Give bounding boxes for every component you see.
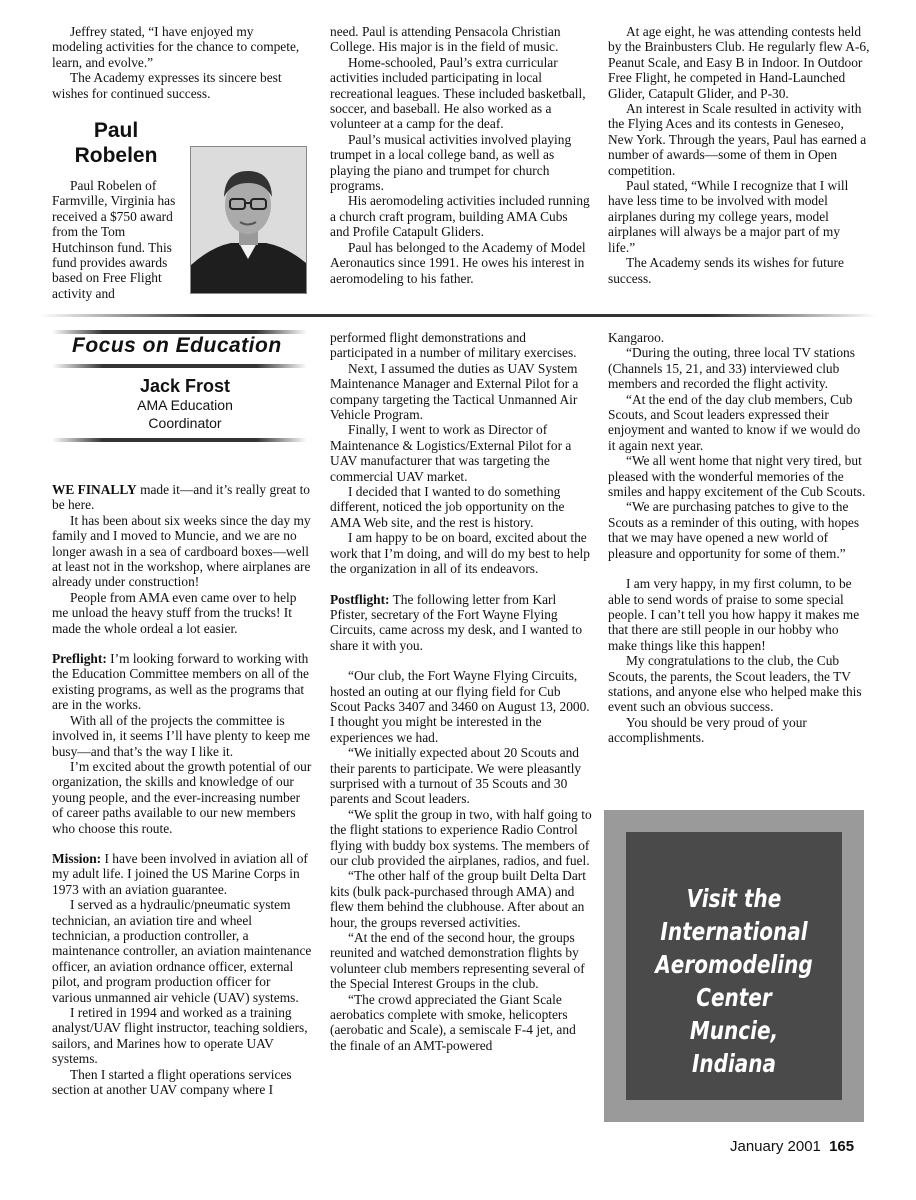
paragraph: Paul Robelen of Farmville, Virginia has received a $750 award from the Tom Hutchinson fund. This fund provides awards based on Free Flight activity and <box>52 178 176 301</box>
paragraph: “We split the group in two, with half going to the flight stations to experience Radio Control flying with buddy box systems. The members of our club provided the airplanes, radios, and fuel. <box>330 806 592 868</box>
education-col3 <box>608 330 870 746</box>
portrait-illustration <box>191 147 306 293</box>
paragraph: The Academy expresses its sincere best wishes for continued success. <box>52 70 282 101</box>
title-rule-bottom <box>52 364 307 368</box>
paragraph <box>52 651 312 713</box>
paragraph: “We all went home that night very tired, but pleased with the wonderful memories of the smiles and happy excitement of the Cub Scouts. <box>608 453 866 500</box>
paragraph <box>52 482 312 513</box>
education-col1 <box>52 482 312 1097</box>
section-divider <box>40 314 876 317</box>
author-block <box>110 376 260 432</box>
ad-text <box>648 882 821 1080</box>
ad-line: Muncie, Indiana <box>689 1016 779 1078</box>
paragraph: You should be very proud of your accomplishments. <box>608 714 807 746</box>
profile-name-heading <box>52 118 180 168</box>
paragraph: Then I started a flight operations services section at another UAV company where I <box>52 1066 292 1098</box>
paragraph: “Our club, the Fort Wayne Flying Circuits, hosted an outing at our flying field for Cub Scout Packs 3407 and 3460 on August 13, 2000. I thought you might be interested in the experiences we had. <box>330 668 590 745</box>
paragraph: need. Paul is attending Pensacola Christian College. His major is in the field of music. <box>330 24 561 55</box>
portrait-photo <box>190 146 307 294</box>
iac-advertisement <box>604 810 864 1122</box>
profile-name-last: Robelen <box>74 144 158 167</box>
section-text: I have been involved in aviation all of my adult life. I joined the US Marine Corps in 1973 with an aviation guarantee. <box>52 850 308 897</box>
paragraph: Home-schooled, Paul’s extra curricular activities included participating in local recreational leagues. These included basketball, soccer, and baseball. He also worked as a volunteer at a camp for the deaf. <box>330 54 586 132</box>
ad-line: Aeromodeling <box>655 950 813 979</box>
author-role-line1: AMA Education <box>137 397 233 413</box>
profile-col2 <box>330 24 590 286</box>
profile-col1-intro <box>52 24 304 101</box>
paragraph: “We are purchasing patches to give to the Scouts as a reminder of this outing, with hopes that we may have opened a new world of pleasure and opportunity for some of them.” <box>608 499 860 561</box>
paragraph: With all of the projects the committee is involved in, it seems I’ll have plenty to keep me busy—and that’s the way I like it. <box>52 712 311 759</box>
section-text: I’m looking forward to working with the Education Committee members on all of the existing programs, as well as the programs that are in the works. <box>52 651 309 713</box>
paragraph: performed flight demonstrations and participated in a number of military exercises. <box>330 330 577 361</box>
section-text: The following letter from Karl Pfister, secretary of the Fort Wayne Flying Circuits, came across my desk, and I wanted to share it with you. <box>330 591 583 653</box>
paragraph: “The crowd appreciated the Giant Scale aerobatics complete with smoke, helicopters (aerobatic and Scale), a semiscale F-4 jet, and the finale of an AMT-powered <box>330 991 576 1053</box>
paragraph: Next, I assumed the duties as UAV System Maintenance Manager and External Pilot for a company targeting the Tactical Unmanned Air Vehicle Program. <box>330 360 579 423</box>
paragraph: I am happy to be on board, excited about the work that I’m doing, and will do my best to help the organization in all of its endeavors. <box>330 530 590 577</box>
paragraph: Kangaroo. <box>608 330 665 345</box>
page-number: 165 <box>829 1138 855 1155</box>
section-label-postflight: Postflight: <box>330 591 390 607</box>
column-title: Focus on Education <box>72 334 282 357</box>
education-col2 <box>330 330 592 1053</box>
ad-line: Center <box>696 983 772 1012</box>
section-label-mission: Mission: <box>52 850 102 866</box>
paragraph: Paul’s musical activities involved playing trumpet in a local college band, as well as playing the piano and trumpet for church programs. <box>330 131 572 194</box>
paragraph: “During the outing, three local TV stations (Channels 15, 21, and 33) interviewed club members and recorded the flight activity. <box>608 345 855 392</box>
author-name: Jack Frost <box>139 376 231 396</box>
paragraph: People from AMA even came over to help me unload the heavy stuff from the trucks! It made the whole ordeal a lot easier. <box>52 589 297 636</box>
author-role-line2: Coordinator <box>148 415 222 431</box>
paragraph: My congratulations to the club, the Cub Scouts, the parents, the Scout leaders, the TV stations, and anyone else who helped make this event such an obvious success. <box>608 653 862 715</box>
paragraph: “We initially expected about 20 Scouts and their parents to participate. We were pleasantly surprised with a turnout of 35 Scouts and 30 parents and Scout leaders. <box>330 745 582 807</box>
paragraph: I am very happy, in my first column, to be able to send words of praise to some special people. I can’t tell you how happy it makes me that there are still people in our hobby who make things like this happen! <box>608 576 860 653</box>
paragraph: I retired in 1994 and worked as a training analyst/UAV flight instructor, teaching soldiers, sailors, and Marines how to operate UAV systems. <box>52 1005 308 1067</box>
paragraph <box>330 592 592 654</box>
page-footer <box>730 1138 854 1155</box>
paragraph <box>52 851 312 897</box>
profile-name-first: Paul <box>93 119 139 142</box>
paragraph: Finally, I went to work as Director of Maintenance & Logistics/External Pilot for a UAV manufacturer that was targeting the commercial UAV market. <box>330 422 572 484</box>
paragraph: Paul has belonged to the Academy of Model Aeronautics since 1991. He owes his interest in aeromodeling to his father. <box>330 239 586 286</box>
author-rule <box>52 438 307 442</box>
profile-col3 <box>608 24 870 286</box>
lead-text: made it—and it’s really great to be here. <box>52 482 310 513</box>
paragraph: It has been about six weeks since the day my family and I moved to Muncie, and we are no longer awash in a sea of cardboard boxes—well at least not in the workshop, where airplanes are already under construction! <box>52 512 311 590</box>
issue-date: January 2001 <box>730 1138 821 1155</box>
paragraph: The Academy sends its wishes for future success. <box>608 255 844 286</box>
paragraph: “At the end of the second hour, the groups reunited and watched demonstration flights by volunteer club members representing several of the Special Interest Groups in the club. <box>330 930 585 992</box>
paragraph: His aeromodeling activities included running a church craft program, building AMA Cubs and Profile Catapult Gliders. <box>330 193 590 240</box>
profile-col1-body <box>52 178 180 301</box>
lead-in: WE FINALLY <box>52 482 137 497</box>
advertisement-panel <box>626 832 842 1100</box>
paragraph: Jeffrey stated, “I have enjoyed my modeling activities for the chance to compete, learn, and evolve.” <box>52 24 300 70</box>
section-label-preflight: Preflight: <box>52 651 107 667</box>
ad-line: International <box>660 917 808 946</box>
paragraph: At age eight, he was attending contests held by the Brainbusters Club. He regularly flew A-6, Peanut Scale, and Easy B in Indoor. In Outdoor Free Flight, he competed in Hand-Launched Glider, Catapult Glider, and P-30. <box>608 24 870 101</box>
paragraph: “At the end of the day club members, Cub Scouts, and Scout leaders expressed their enjoyment and wanted to know if we would do it again next year. <box>608 391 861 453</box>
paragraph: I decided that I wanted to do something different, noticed the job opportunity on the AMA Web site, and the rest is history. <box>330 484 565 530</box>
paragraph: I’m excited about the growth potential of our organization, the skills and knowledge of our young people, and the ever-increasing number of career paths available to our new members who choose this route. <box>52 758 312 836</box>
paragraph: Paul stated, “While I recognize that I will have less time to be involved with model airplanes during my college years, model airplanes will always be a major part of my life.” <box>608 178 849 255</box>
paragraph: An interest in Scale resulted in activity with the Flying Aces and its contests in Geneseo, New York. Through the years, Paul has earned a number of awards—some of them in Open competition. <box>608 101 867 178</box>
paragraph: I served as a hydraulic/pneumatic system technician, an aviation tire and wheel technician, a production controller, a maintenance controller, an aviation maintenance officer, an aviation ordnance officer, external pilot, and program production officer for various unmanned air vehicle (UAV) systems. <box>52 897 312 1005</box>
paragraph: “The other half of the group built Delta Dart kits (bulk pack-purchased through AMA) and flew them behind the clubhouse. After about an hour, the groups reversed activities. <box>330 868 586 930</box>
ad-line: Visit the <box>686 884 782 913</box>
